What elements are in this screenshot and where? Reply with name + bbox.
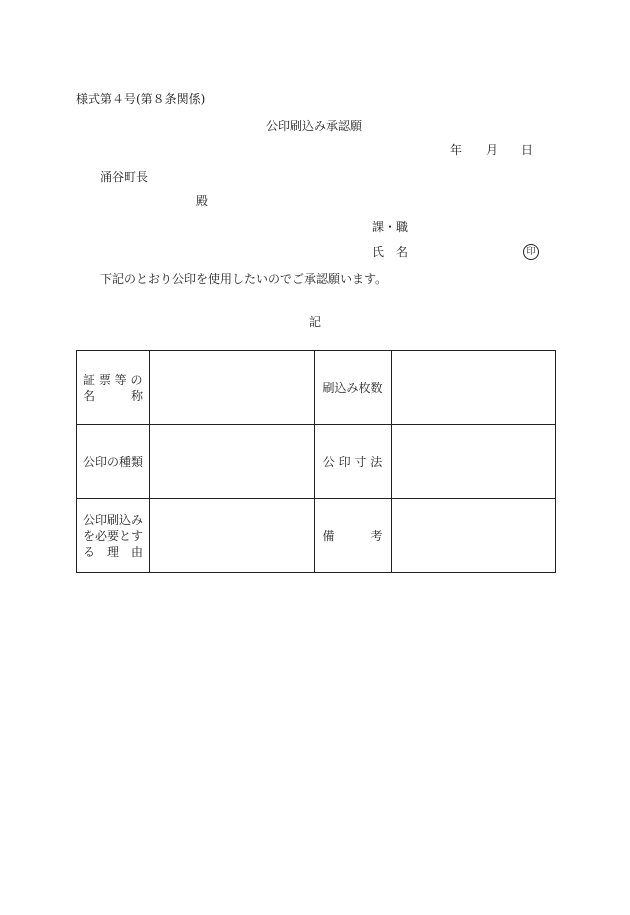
date-month-label: 月: [486, 143, 499, 157]
label-line: を必要とす: [83, 528, 144, 543]
seal-size-value[interactable]: [391, 425, 556, 499]
label-remarks: 備 考: [314, 499, 391, 573]
table-row: [77, 425, 556, 499]
remarks-value[interactable]: [391, 499, 556, 573]
addressee-name: 涌谷町長: [100, 170, 149, 184]
form-number: 様式第４号(第８条関係): [76, 92, 206, 106]
label-certificate-name: [77, 351, 150, 425]
seal-icon: 印: [523, 244, 539, 260]
seal-mark: [523, 243, 539, 260]
seal-type-value[interactable]: [150, 425, 315, 499]
table-row: [77, 351, 556, 425]
label-line: 公印の種類: [83, 454, 144, 469]
print-count-value[interactable]: [391, 351, 556, 425]
certificate-name-value[interactable]: [150, 351, 315, 425]
date-year-label: 年: [450, 143, 463, 157]
ki-label: 記: [309, 315, 322, 329]
reason-value[interactable]: [150, 499, 315, 573]
label-line: 公印刷込み: [83, 512, 144, 527]
label-print-count: 刷込み枚数: [314, 351, 391, 425]
label-seal-size: 公 印 寸 法: [314, 425, 391, 499]
date-day-label: 日: [521, 143, 534, 157]
table-row: [77, 499, 556, 573]
label-seal-type: [77, 425, 150, 499]
label-line: 証 票 等 の: [83, 372, 143, 387]
applicant-dept-label: 課・職: [372, 220, 409, 234]
request-text: 下記のとおり公印を使用したいのでご承認願います。: [100, 272, 388, 286]
label-line: る 理 由: [83, 544, 144, 559]
document-title: 公印刷込み承認願: [266, 119, 363, 133]
application-table: [76, 350, 556, 573]
addressee-honorific: 殿: [196, 194, 209, 208]
applicant-name-label: 氏 名: [372, 245, 409, 259]
label-reason: [77, 499, 150, 573]
label-line: 名 称: [83, 388, 144, 403]
